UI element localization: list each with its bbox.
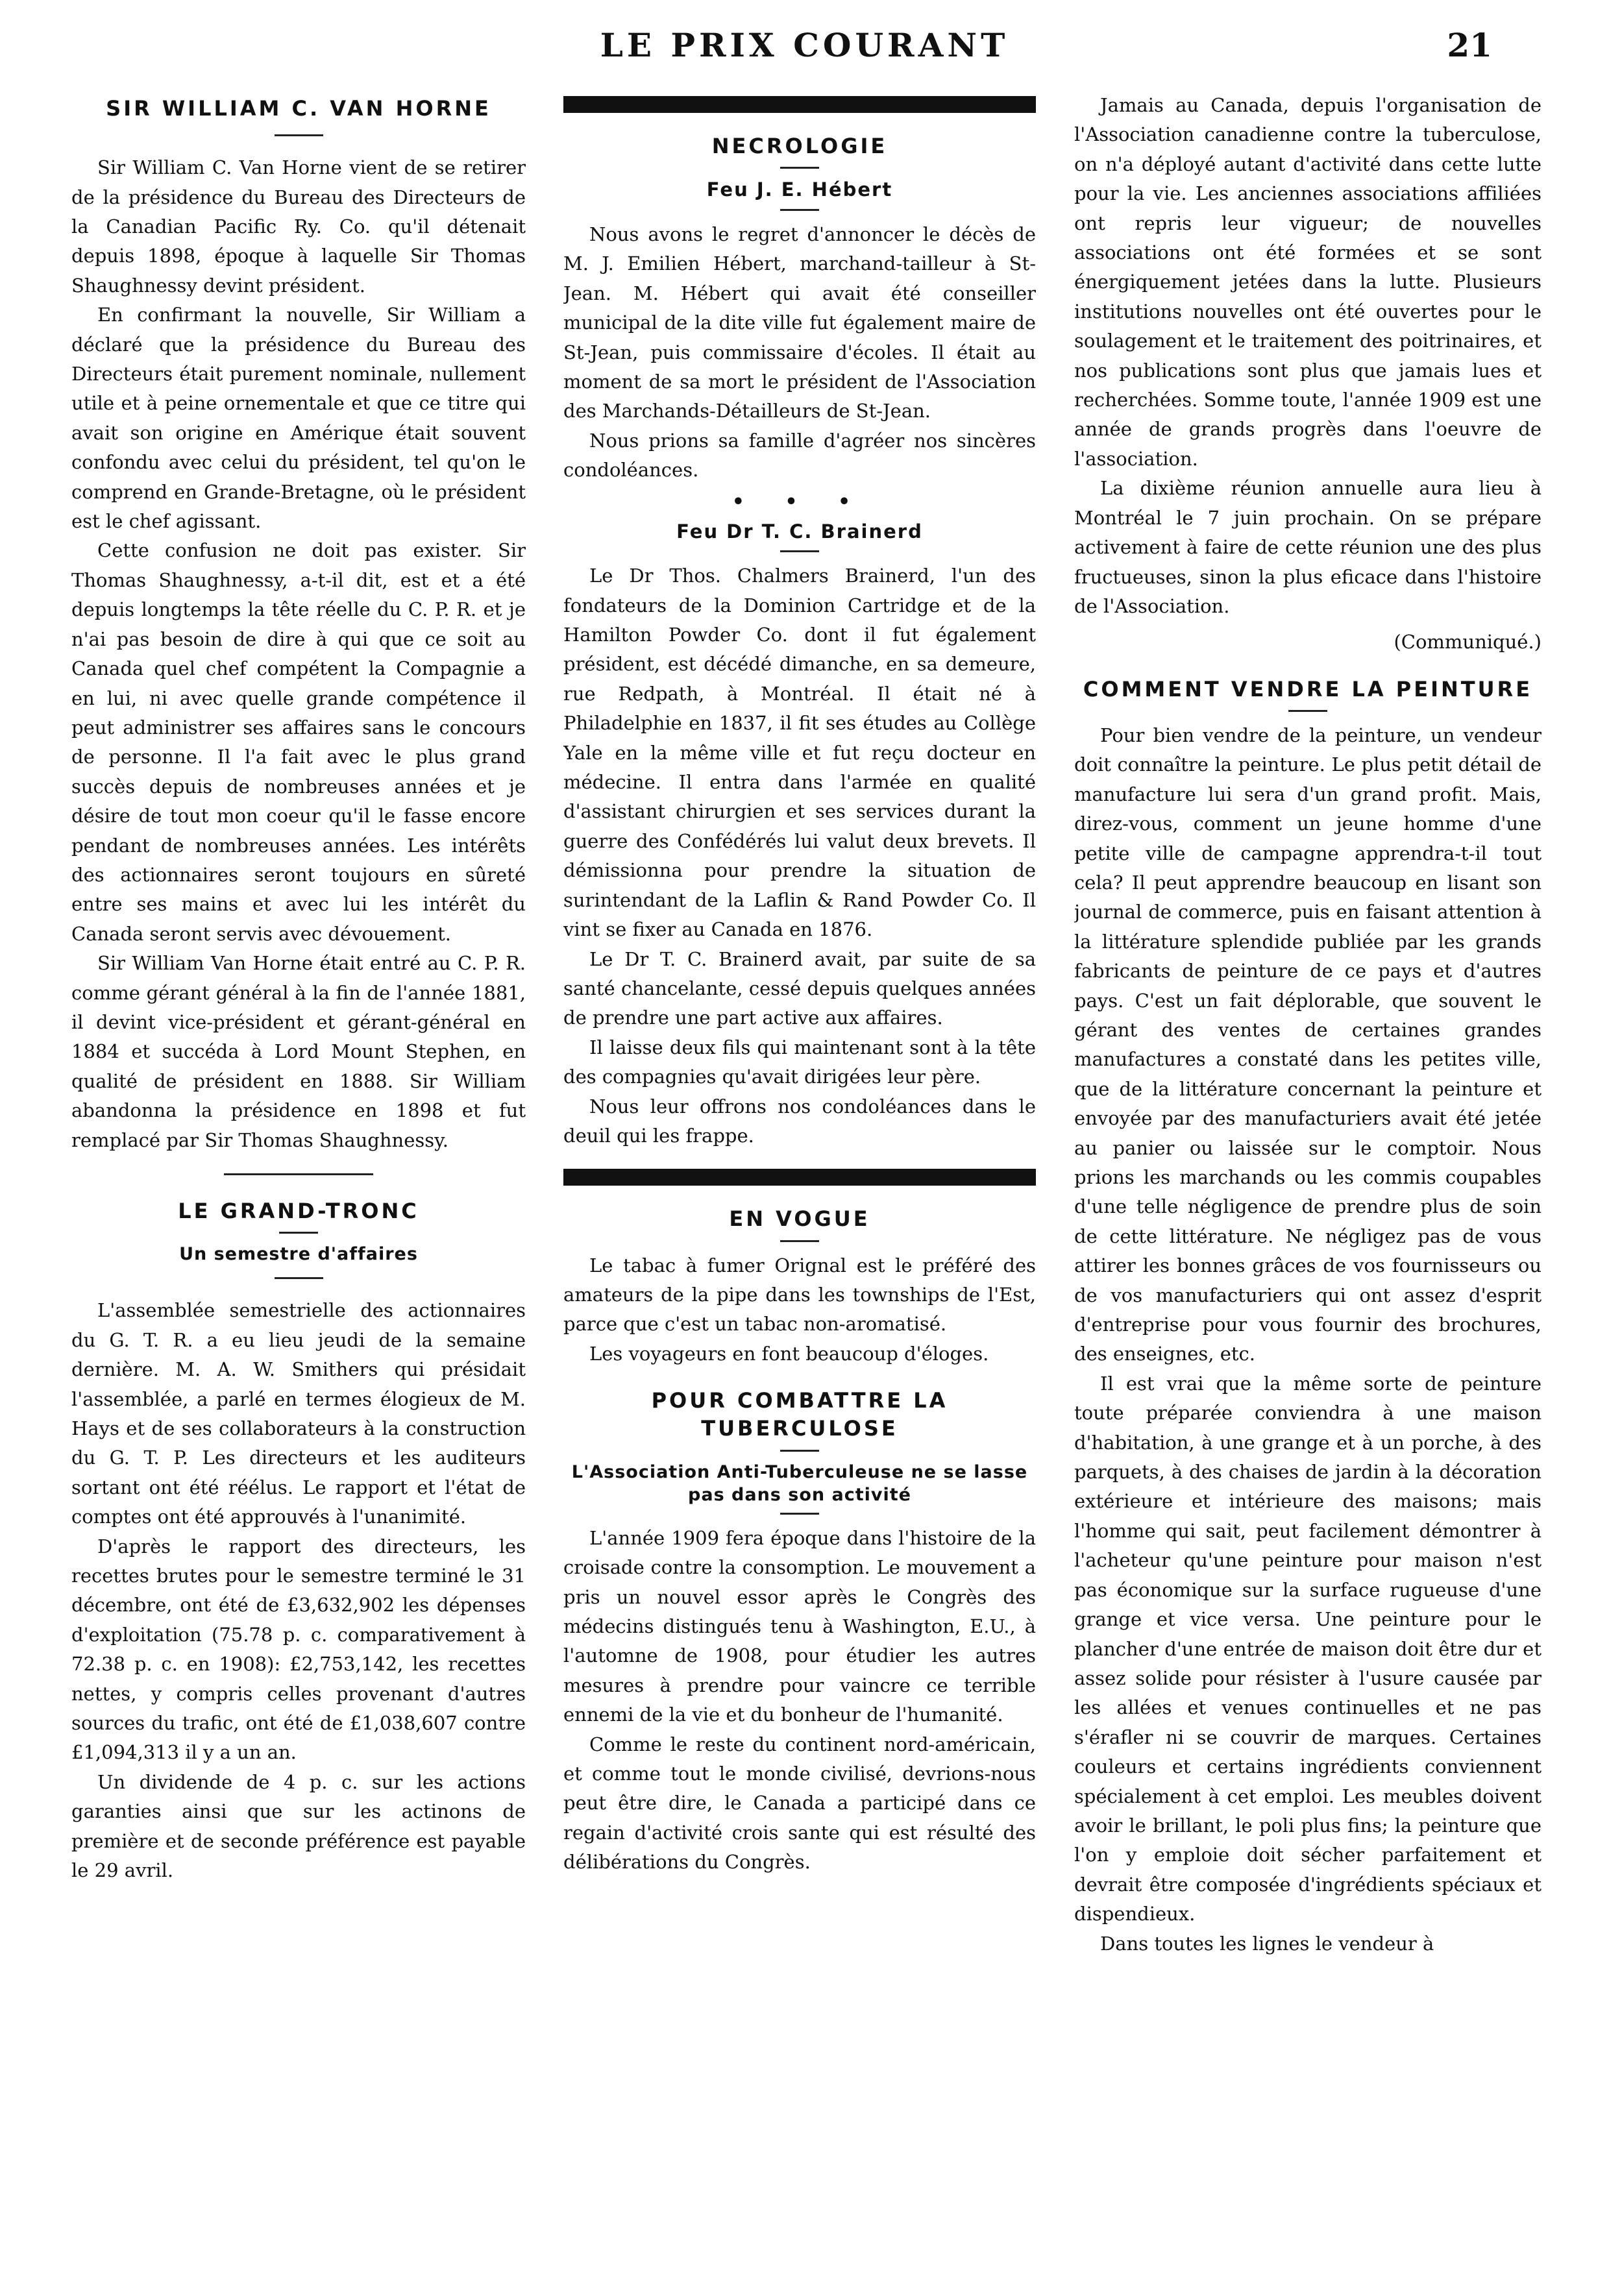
column-middle <box>563 91 1036 2270</box>
paragraph: Comme le reste du continent nord-américain, et comme tout le monde civilisé, devrions-nous peut être dire, le Canada a participé dans ce regain d'activité crois sante qui est résulté des délibérations du Congrès. <box>563 1733 1036 1874</box>
article-title: COMMENT VENDRE LA PEINTURE <box>1083 676 1533 702</box>
publication-title: LE PRIX COURANT <box>600 26 1009 64</box>
paragraph: Il est vrai que la même sorte de peinture toute préparée conviendra à une maison d'habitation, à une grange et à un porche, à des parquets, à des chaises de jardin à la décoration extérieure et intérieure des maisons; mais l'homme qui sait, peut facilement démontrer à l'acheteur qu'une peinture pour maison n'est pas économique sur la surface rugueuse d'une grange et vice versa. Une peinture pour le plancher d'une entrée de maison doit être dur et assez solide pour résister à l'usure causée par les allées et venues continuelles et ne pas s'érafler ni se couvrir de marques. Certaines couleurs et certains ingrédients conviennent spécialement à cet emploi. Les meubles doivent avoir le brillant, le poli plus fins; la peinture que l'on y emploie doit sécher parfaitement et devrait être composée d'ingrédients spéciaux et dispendieux. <box>1074 1372 1541 1925</box>
divider <box>780 209 819 211</box>
paragraph: Dans toutes les lignes le vendeur à <box>1100 1932 1434 1955</box>
paragraph: Cette confusion ne doit pas exister. Sir Thomas Shaughnessy, a-t-il dit, est et a été depuis longtemps la tête réelle du C. P. R. et je n'ai pas besoin de dire à qui que ce soit au Canada quel chef compétent la Compagnie a en lui, ni avec quelle grande compétence il peut administrer ses affaires sans le concours de personne. Il l'a fait avec le plus grand succès depuis de nombreuses années et je désire de tout mon coeur qu'il le fasse encore pendant de nombreuses années. Les intérêts des actionnaires seront toujours en sûreté entre ses mains et avec lui les intérêt du Canada seront servis avec dévouement. <box>71 539 526 945</box>
paragraph: La dixième réunion annuelle aura lieu à Montréal le 7 juin prochain. On se prépare activement à faire de cette réunion une des plus fructueuses, sinon la plus eficace dans l'histoire de l'Association. <box>1074 477 1541 617</box>
column-right <box>1074 91 1541 2270</box>
paragraph: Nous prions sa famille d'agréer nos sincères condoléances. <box>563 429 1036 482</box>
article-title: LE GRAND-TRONC <box>178 1199 419 1223</box>
article-en-vogue <box>563 1205 1036 1369</box>
article-tuberculose <box>563 1387 1036 1877</box>
divider <box>275 134 323 136</box>
black-rule <box>563 96 1036 113</box>
article-title: SIR WILLIAM C. VAN HORNE <box>106 96 491 121</box>
column-left <box>71 91 526 2270</box>
page-header <box>0 26 1609 78</box>
paragraph: Un dividende de 4 p. c. sur les actions garanties ainsi que sur les actinons de première et de seconde préférence est payable le 29 avril. <box>71 1770 526 1881</box>
article-grand-tronc <box>71 1197 526 1885</box>
paragraph: Sir William C. Van Horne vient de se retirer de la présidence du Bureau des Directeurs de la Canadian Pacific Ry. Co. qu'il détenait depuis 1898, époque à laquelle Sir Thomas Shaughnessy devint président. <box>71 156 526 297</box>
divider <box>780 167 819 169</box>
article-subtitle: L'Association Anti-Tuberculeuse ne se lasse pas dans son activité <box>571 1461 1028 1505</box>
article-necrologie <box>563 132 1036 1151</box>
paragraph: Pour bien vendre de la peinture, un vendeur doit connaître la peinture. Le plus petit détail de manufacture lui sera d'un grand profit. Mais, direz-vous, comment un jeune homme d'une petite ville de campagne apprendra-t-il tout cela? Il peut apprendre beaucoup en lisant son journal de commerce, puis en faisant attention à la littérature splendide publiée par les grands fabricants de peinture de ce pays et d'autres pays. C'est un fait déplorable, que souvent le gérant des ventes de certaines grandes manufactures a constaté dans les petites ville, que de la littérature concernant la peinture et envoyée par des manufacturiers avait été jetée au panier ou laissée sur le comptoir. Nous prions les marchands ou les commis coupables d'une telle négligence de prendre plus de soin de cette littérature. Ne négligez pas de vous attirer les bonnes grâces de vos fournisseurs ou de vos manufacturiers qui ont assez d'esprit d'entreprise pour vous fournir des brochures, des enseignes, etc. <box>1074 724 1541 1365</box>
divider <box>279 1232 318 1234</box>
article-tuberculose-continued <box>1074 91 1541 657</box>
paragraph: Il laisse deux fils qui maintenant sont à la tête des compagnies qu'avait dirigées leur père. <box>563 1036 1036 1088</box>
divider <box>780 1513 819 1515</box>
obituary-title: Feu J. E. Hébert <box>706 178 893 201</box>
article-title: POUR COMBATTRE LA TUBERCULOSE <box>651 1388 948 1441</box>
paragraph: Nous leur offrons nos condoléances dans le deuil qui les frappe. <box>563 1095 1036 1147</box>
divider <box>780 1240 819 1242</box>
paragraph: Nous avons le regret d'annoncer le décès de M. J. Emilien Hébert, marchand-tailleur à St-Jean. M. Hébert qui avait été conseiller municipal de la dite ville fut également maire de St-Jean, puis commissaire d'écoles. Il était au moment de sa mort le président de l'Association des Marchands-Détailleurs de St-Jean. <box>563 223 1036 422</box>
article-title: NECROLOGIE <box>711 134 888 158</box>
signature: (Communiqué.) <box>1394 631 1541 653</box>
paragraph: Jamais au Canada, depuis l'organisation de l'Association canadienne contre la tuberculose, on n'a déployé autant d'activité dans cette lutte pour la vie. Les anciennes associations affiliées ont repris leur vigueur; de nouvelles associations ont été formées et se sont énergiquement jetées dans la lutte. Plusieurs institutions nouvelles ont été ouvertes pour le soulagement et le traitement des poitrinaires, et nos publications sont plus que jamais lues et recherchées. Somme toute, l'année 1909 est une année de grands progrès dans l'oeuvre de l'association. <box>1074 94 1541 470</box>
paragraph: D'après le rapport des directeurs, les recettes brutes pour le semestre terminé le 31 décembre, ont été de £3,632,902 les dépenses d'exploitation (75.78 p. c. comparativement à 72.38 p. c. en 1908): £2,753,142, les recettes nettes, y compris celles provenant d'autres sources du trafic, ont été de £1,038,607 contre £1,094,313 il y a un an. <box>71 1535 526 1764</box>
paragraph: Sir William Van Horne était entré au C. P. R. comme gérant général à la fin de l'année 1881, il devint vice-président et gérant-général en 1884 et succéda à Lord Mount Stephen, en qualité de président en 1888. Sir William abandonna la présidence en 1898 et fut remplacé par Sir Thomas Shaughnessy. <box>71 952 526 1151</box>
article-title: EN VOGUE <box>729 1206 870 1232</box>
divider <box>275 1277 323 1279</box>
article-peinture <box>1074 676 1541 1959</box>
article-subtitle: Un semestre d'affaires <box>179 1244 418 1265</box>
black-rule <box>563 1169 1036 1186</box>
paragraph: Le Dr Thos. Chalmers Brainerd, l'un des fondateurs de la Dominion Cartridge et de la Hamilton Powder Co. dont il fut également président, est décédé dimanche, en sa demeure, rue Redpath, à Montréal. Il était né à Philadelphie en 1837, il fit ses études au Collège Yale en la même ville et fut reçu docteur en médecine. Il entra dans l'armée en qualité d'assistant chirurgien et ses services durant la guerre des Confédérés lui valut deux brevets. Il démissionna pour prendre la situation de surintendant de la Laflin & Rand Powder Co. Il vint se fixer au Canada en 1876. <box>563 565 1036 941</box>
obituary-title: Feu Dr T. C. Brainerd <box>676 520 923 543</box>
paragraph: L'année 1909 fera époque dans l'histoire de la croisade contre la consomption. Le mouvement a pris un nouvel essor après le Congrès des médecins distingués tenu à Washington, E.U., à l'automne de 1908, pour étudier les autres mesures à prendre pour vaincre ce terrible ennemi de la vie et du bonheur de l'humanité. <box>563 1526 1036 1726</box>
divider <box>780 1450 819 1452</box>
page-number: 21 <box>1447 26 1492 64</box>
ornament-dots: • • • <box>731 490 868 513</box>
paragraph: L'assemblée semestrielle des actionnaires du G. T. R. a eu lieu jeudi de la semaine dernière. M. A. W. Smithers qui présidait l'assemblée, a parlé en termes élogieux de M. Hays et de ses collaborateurs à la construction du G. T. P. Les directeurs et les auditeurs sortant ont été réélus. Le rapport et l'état de comptes ont été approuvés à l'unanimité. <box>71 1299 526 1528</box>
paragraph: Les voyageurs en font beaucoup d'éloges. <box>589 1342 989 1365</box>
divider <box>1288 710 1327 712</box>
divider <box>224 1173 373 1175</box>
paragraph: Le tabac à fumer Orignal est le préféré des amateurs de la pipe dans les townships de l'Est, parce que c'est un tabac non-aromatisé. <box>563 1254 1036 1336</box>
paragraph: En confirmant la nouvelle, Sir William a déclaré que la présidence du Bureau des Directeurs était purement nominale, nullement utile et à peine ornementale et que ce titre qui avait son origine en Amérique était souvent confondu avec celui du président, tel qu'on le comprend en Grande-Bretagne, où le président est le chef agissant. <box>71 304 526 533</box>
article-van-horne <box>71 95 526 1155</box>
paragraph: Le Dr T. C. Brainerd avait, par suite de sa santé chancelante, cessé depuis quelques années de prendre une part active aux affaires. <box>563 947 1036 1029</box>
divider <box>780 550 819 552</box>
